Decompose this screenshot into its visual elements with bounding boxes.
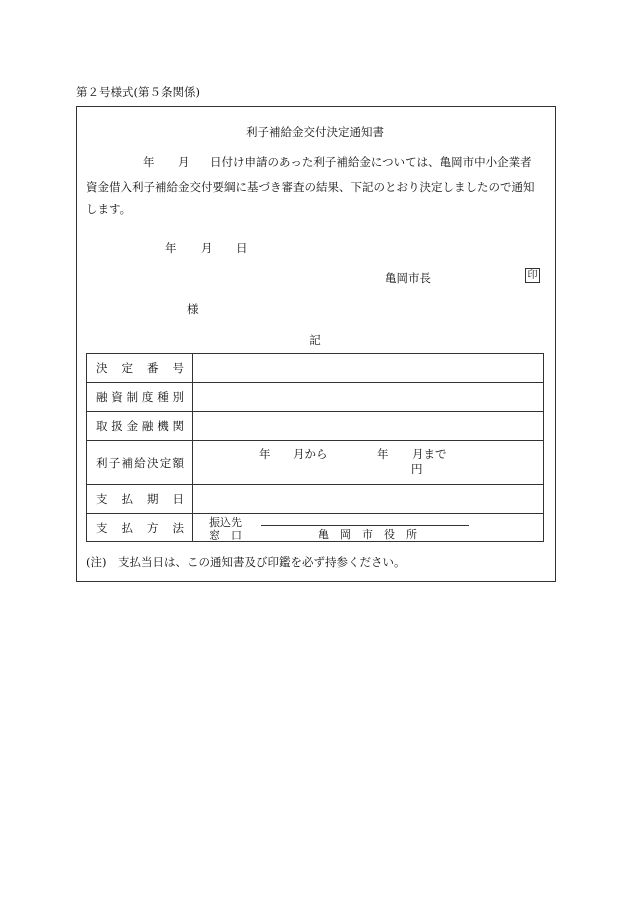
row-label-char: 期	[147, 492, 159, 506]
recipient-suffix: 様	[187, 302, 199, 316]
row-label-text	[87, 520, 192, 536]
row-label-char: 利	[96, 455, 108, 470]
row-label-char: 融	[141, 419, 154, 433]
amount-year-1: 年	[259, 447, 271, 461]
row-label-char: 払	[121, 520, 133, 535]
body-line-3: します。	[86, 202, 132, 216]
date-month: 月	[201, 241, 213, 255]
document-title: 利子補給金交付決定通知書	[246, 125, 384, 139]
row-label-payment-date	[87, 485, 193, 514]
row-label-char: 機	[157, 419, 169, 433]
row-label-char: 度	[141, 390, 154, 404]
row-label-char: 支	[96, 520, 108, 535]
table-row	[87, 514, 544, 542]
row-label-char: 払	[121, 492, 133, 506]
issuer-name: 亀岡市長	[385, 271, 431, 285]
row-label-char: 制	[126, 390, 139, 404]
row-label-char: 金	[126, 419, 139, 433]
form-code: 第２号様式(第５条関係)	[76, 85, 200, 99]
row-label-char: 決	[147, 455, 159, 470]
row-label-char: 決	[96, 361, 108, 375]
body-month: 月	[178, 155, 190, 169]
body-year: 年	[143, 155, 155, 169]
row-label-char: 日	[172, 492, 184, 506]
row-label-char: 給	[134, 455, 146, 470]
row-label-text	[87, 491, 192, 507]
row-label-char: 号	[172, 361, 184, 375]
amount-year-2: 年	[377, 447, 389, 461]
table-row	[87, 354, 544, 383]
row-label-char: 別	[172, 390, 184, 404]
decision-number-value	[193, 354, 544, 383]
row-label-char: 法	[172, 520, 184, 535]
table-row	[87, 412, 544, 441]
body-line-2: 資金借入利子補給金交付要綱に基づき審査の結果、下記のとおり決定しましたので通知	[86, 180, 535, 194]
financial-institution-value	[193, 412, 544, 441]
row-label-text	[87, 360, 192, 376]
table-row	[87, 441, 544, 485]
payment-method-value	[193, 514, 544, 542]
row-label-char: 支	[96, 492, 108, 506]
transfer-destination-label: 振込先	[209, 516, 242, 529]
row-label-payment-method	[87, 514, 193, 542]
date-day: 日	[236, 241, 248, 255]
footnote: (注) 支払当日は、この通知書及び印鑑を必ず持参ください。	[86, 555, 406, 569]
row-label-char: 定	[121, 361, 133, 375]
row-label-char: 扱	[111, 419, 123, 433]
date-year: 年	[165, 241, 177, 255]
row-label-text	[87, 455, 192, 471]
counter-label: 窓 口	[209, 529, 242, 542]
row-label-financial-institution	[87, 412, 193, 441]
ki-heading: 記	[309, 333, 321, 347]
seal-mark: 印	[525, 268, 540, 283]
row-label-char: 種	[157, 390, 169, 404]
city-office-text: 亀 岡 市 役 所	[318, 528, 417, 541]
row-label-subsidy-amount	[87, 441, 193, 485]
amount-from: 月から	[293, 447, 328, 461]
row-label-char: 子	[108, 455, 121, 470]
payment-date-value	[193, 485, 544, 514]
table-row	[87, 485, 544, 514]
subsidy-amount-value	[193, 441, 544, 485]
row-label-char: 番	[147, 361, 159, 375]
amount-yen: 円	[411, 462, 423, 476]
row-label-char: 額	[172, 455, 184, 470]
loan-type-value	[193, 383, 544, 412]
details-table	[86, 353, 544, 542]
row-label-loan-type	[87, 383, 193, 412]
row-label-text	[87, 389, 192, 405]
row-label-char: 方	[147, 520, 159, 535]
row-label-char: 定	[159, 455, 172, 470]
row-label-decision-number	[87, 354, 193, 383]
row-label-char: 関	[172, 419, 184, 433]
row-label-char: 資	[111, 390, 123, 404]
table-row	[87, 383, 544, 412]
row-label-text	[87, 418, 192, 434]
row-label-char: 融	[96, 390, 108, 404]
row-label-char: 補	[121, 455, 133, 470]
body-line-1: 日付け申請のあった利子補給金については、亀岡市中小企業者	[210, 155, 532, 169]
amount-until: 月まで	[412, 447, 447, 461]
row-label-char: 取	[96, 419, 108, 433]
